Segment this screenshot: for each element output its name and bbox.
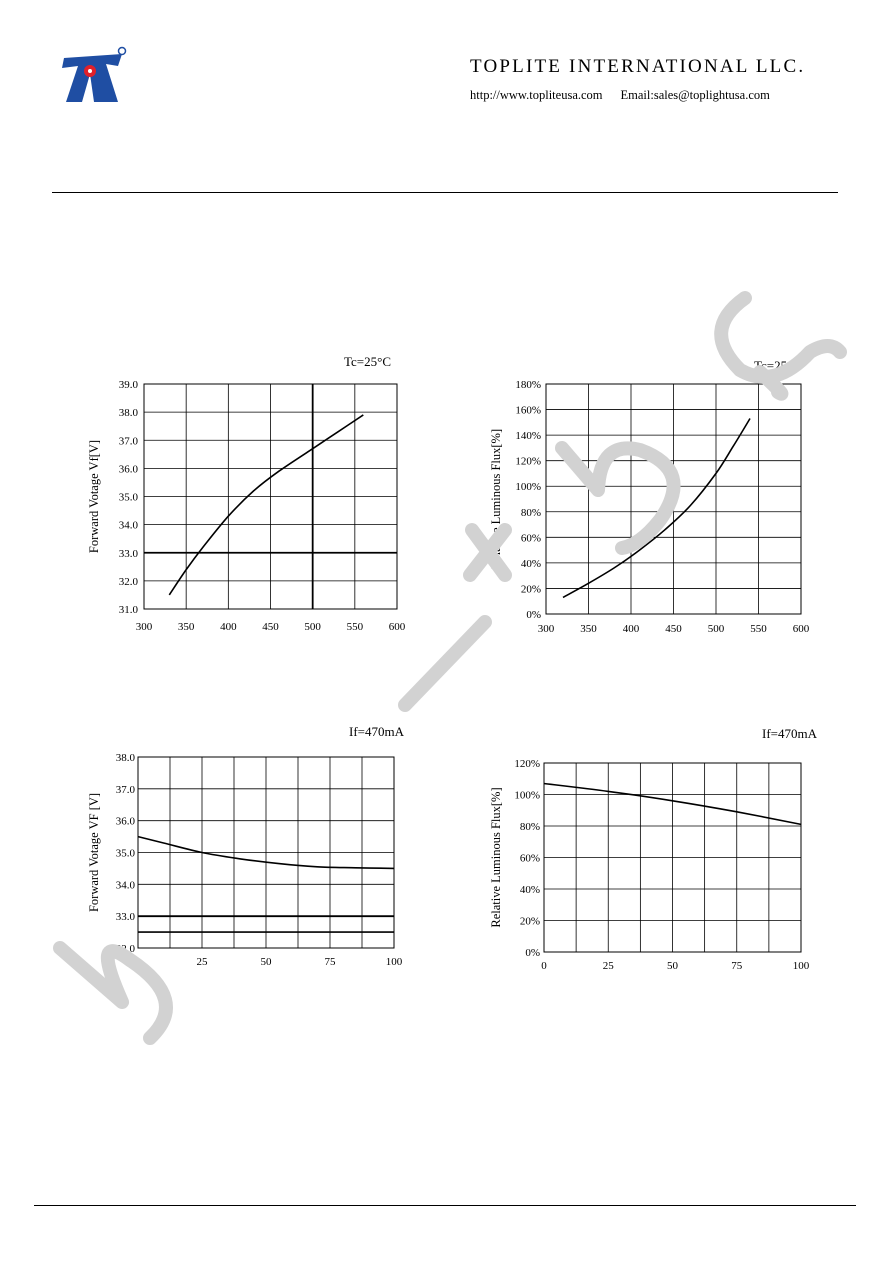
y-axis-label: Relative Luminous Flux[%]: [489, 787, 503, 928]
y-tick-label: 36.0: [115, 815, 135, 828]
y-axis-label: Relative Luminous Flux[%]: [489, 428, 503, 570]
y-tick-label: 100%: [514, 789, 540, 802]
y-tick-label: 40%: [520, 557, 541, 570]
y-tick-label: 160%: [515, 404, 541, 417]
x-tick-label: 50: [260, 956, 272, 968]
x-tick-label: 350: [580, 623, 597, 635]
x-tick-label: 450: [665, 623, 682, 635]
y-tick-label: 34.0: [115, 879, 135, 892]
y-tick-label: 100%: [515, 481, 541, 494]
y-tick-label: 35.0: [115, 847, 135, 860]
x-tick-label: 600: [388, 621, 406, 633]
x-tick-label: 100: [792, 960, 810, 972]
y-tick-label: 180%: [515, 379, 541, 391]
x-tick-label: 0: [135, 956, 141, 968]
x-tick-label: 600: [792, 623, 810, 635]
x-tick-label: 550: [346, 621, 364, 633]
y-tick-label: 33.0: [115, 911, 135, 924]
x-tick-label: 0: [541, 960, 547, 972]
y-tick-label: 20%: [520, 583, 541, 596]
x-tick-label: 450: [262, 621, 279, 633]
x-tick-label: 25: [196, 956, 208, 968]
y-axis-label: Forward Votage VF [V]: [87, 792, 101, 913]
website-link[interactable]: http://www.topliteusa.com: [470, 88, 603, 102]
y-tick-label: 37.0: [115, 783, 135, 796]
y-tick-label: 80%: [520, 506, 541, 519]
y-tick-label: 35.0: [118, 491, 138, 504]
y-tick-label: 38.0: [118, 407, 138, 420]
x-tick-label: 400: [220, 621, 237, 633]
y-tick-label: 60%: [519, 852, 540, 865]
y-tick-label: 0%: [526, 609, 541, 621]
y-tick-label: 80%: [519, 821, 540, 833]
x-tick-label: 300: [135, 621, 153, 633]
y-tick-label: 0%: [525, 947, 540, 959]
chart-condition-label: Tc=25°C: [343, 354, 391, 369]
chart-condition-label: If=470mA: [349, 724, 404, 739]
y-tick-label: 60%: [520, 532, 541, 545]
y-tick-label: 33.0: [118, 547, 138, 560]
email-link[interactable]: Email:sales@toplightusa.com: [620, 88, 770, 102]
chart-condition-label: If=470mA: [762, 726, 817, 741]
chart-condition-label: Tc=25°C: [753, 358, 801, 373]
x-tick-label: 500: [707, 623, 725, 635]
y-tick-label: 120%: [515, 455, 541, 468]
y-axis-label: Forward Votage Vf[V]: [87, 439, 101, 554]
company-name: TOPLITE INTERNATIONAL LLC.: [470, 56, 806, 77]
x-tick-label: 500: [304, 621, 321, 633]
y-tick-label: 34.0: [118, 519, 138, 532]
x-tick-label: 100: [385, 956, 403, 968]
y-tick-label: 37.0: [118, 435, 138, 448]
y-tick-label: 32.0: [115, 943, 135, 955]
y-tick-label: 32.0: [118, 575, 138, 588]
x-tick-label: 50: [667, 960, 678, 972]
x-tick-label: 75: [731, 960, 743, 972]
x-tick-label: 400: [622, 623, 640, 635]
y-tick-label: 140%: [515, 430, 541, 443]
y-tick-label: 39.0: [118, 379, 138, 391]
x-tick-label: 25: [602, 960, 614, 972]
y-tick-label: 40%: [519, 884, 540, 896]
x-tick-label: 300: [537, 623, 555, 635]
x-tick-label: 350: [177, 621, 195, 633]
x-tick-label: 75: [324, 956, 336, 968]
x-tick-label: 550: [750, 623, 767, 635]
y-tick-label: 38.0: [115, 752, 135, 764]
y-tick-label: 20%: [519, 915, 540, 928]
y-tick-label: 31.0: [118, 604, 138, 616]
y-tick-label: 120%: [514, 758, 540, 770]
footer-divider: [34, 1205, 856, 1206]
y-tick-label: 36.0: [118, 463, 138, 476]
